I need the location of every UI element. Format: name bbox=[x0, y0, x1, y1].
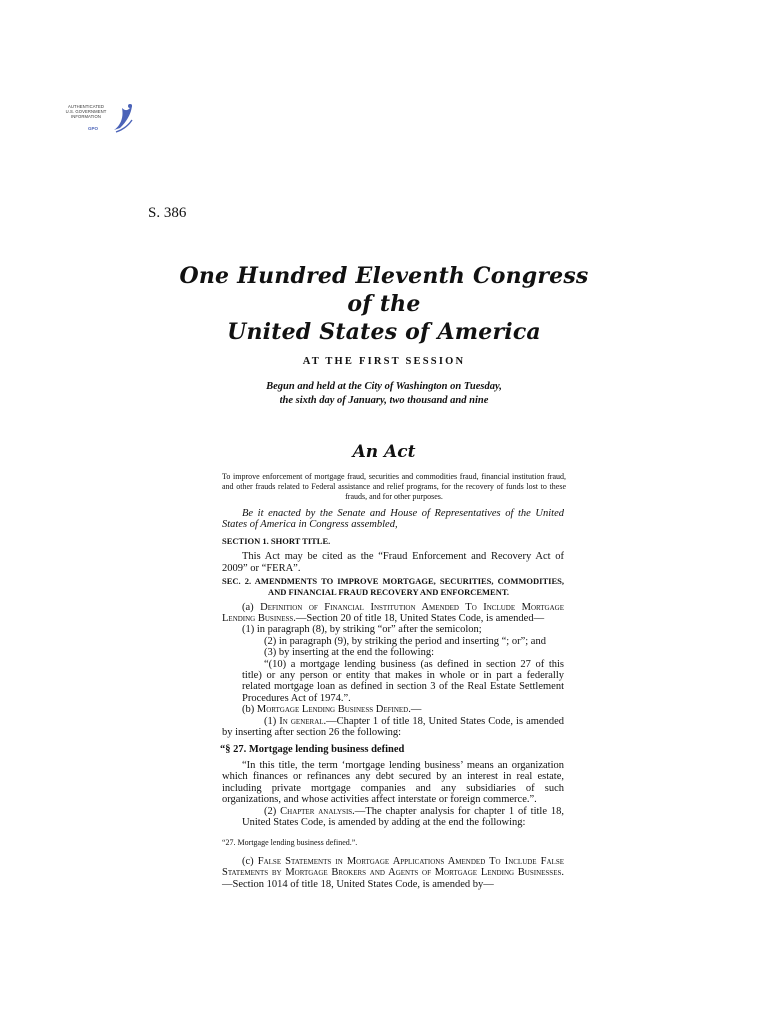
subsection-b-caption: Mortgage Lending Business Defined. bbox=[256, 704, 411, 716]
subsection-b-lead: (b) bbox=[242, 704, 257, 716]
enacting-clause-block bbox=[222, 508, 564, 531]
paragraph-b2 bbox=[222, 806, 564, 829]
congress-title-line-2: of the bbox=[347, 291, 421, 317]
seal-line-1: AUTHENTICATED bbox=[67, 104, 105, 109]
paragraph-b1-text: —Chapter 1 of title 18, United States Code, is amended by inserting after section 26 the following: bbox=[222, 715, 564, 739]
act-title: An Act bbox=[352, 442, 416, 462]
enacting-clause: Be it enacted by the Senate and House of Representatives of the United States of America in Congress assembled, bbox=[222, 508, 564, 531]
paragraph-b2-caption: Chapter analysis. bbox=[280, 805, 355, 817]
subsection-c-text: —Section 1014 of title 18, United States Code, is amended by— bbox=[222, 878, 494, 890]
bill-number: S. 386 bbox=[148, 205, 187, 221]
purpose-statement: To improve enforcement of mortgage fraud, securities and commodities fraud, financial institution fraud, and other frauds related to Federal assistance and relief programs, for the recovery of funds lost to these frauds, and for other purposes. bbox=[222, 472, 566, 501]
gpo-eagle-icon bbox=[110, 100, 136, 136]
subsection-a-text: —Section 20 of title 18, United States Code, is amended— bbox=[295, 613, 545, 624]
subsection-a-caption: Definition of Financial Institution Amended To Include Mortgage Lending Business. bbox=[222, 601, 564, 624]
section-2-heading: SEC. 2. AMENDMENTS TO IMPROVE MORTGAGE, SECURITIES, COMMODITIES, AND FINANCIAL FRAUD RECOVERY AND ENFORCEMENT. bbox=[222, 576, 564, 597]
paragraph-b1-lead: (1) bbox=[264, 715, 280, 727]
subsection-a bbox=[222, 602, 564, 625]
seal-line-2: U.S. GOVERNMENT bbox=[65, 109, 107, 115]
paragraph-b1 bbox=[222, 716, 564, 739]
session-heading: AT THE FIRST SESSION bbox=[302, 356, 466, 367]
subsection-a-lead: (a) bbox=[242, 601, 261, 613]
section-1 bbox=[222, 536, 564, 574]
subsection-b bbox=[222, 704, 564, 715]
congress-title-line-3: United States of America bbox=[227, 319, 541, 345]
paragraph-a3: (3) by inserting at the end the following: bbox=[264, 647, 435, 659]
congress-title-line-1: One Hundred Eleventh Congress bbox=[179, 263, 589, 289]
begun-line-1: Begun and held at the City of Washington on Tuesday, bbox=[266, 381, 502, 392]
begun-line-2: the sixth day of January, two thousand and nine bbox=[279, 395, 489, 406]
seal-text bbox=[56, 104, 116, 120]
paragraph-a2: (2) in paragraph (9), by striking the period and inserting “; or”; and bbox=[264, 635, 546, 647]
gpo-authentication-seal bbox=[56, 100, 134, 138]
paragraph-b1-caption: In general. bbox=[279, 715, 327, 727]
subsection-b-dash: — bbox=[410, 704, 422, 716]
section-1-heading: SECTION 1. SHORT TITLE. bbox=[222, 536, 331, 546]
seal-gpo-label: GPO bbox=[88, 126, 99, 131]
new-section-heading: “§ 27. Mortgage lending business defined bbox=[220, 744, 405, 756]
subsection-c-lead: (c) bbox=[242, 855, 258, 867]
paragraph-b2-lead: (2) bbox=[264, 805, 281, 817]
subsection-c bbox=[222, 856, 564, 890]
new-section-text: “In this title, the term ‘mortgage lending business’ means an organization which finances or refinances any debt secured by an interest in real estate, including private mortgage companies and any subsidiaries of such organizations, and whose activities affect interstate or foreign commerce.”. bbox=[222, 759, 564, 806]
chapter-table-entry: “27. Mortgage lending business defined.”. bbox=[222, 838, 358, 848]
section-2 bbox=[222, 576, 564, 890]
seal-line-3: INFORMATION bbox=[70, 114, 102, 120]
section-1-text: This Act may be cited as the “Fraud Enforcement and Recovery Act of 2009” or “FERA”. bbox=[222, 551, 564, 574]
subsection-c-caption: False Statements in Mortgage Applications Amended To Include False Statements by Mortgage Brokers and Agents of Mortgage Lending Businesses. bbox=[222, 855, 564, 879]
paragraph-a1: (1) in paragraph (8), by striking “or” after the semicolon; bbox=[242, 624, 482, 636]
paragraph-a3-quote: “(10) a mortgage lending business (as defined in section 27 of this title) or any person or entity that makes in whole or in part a federally related mortgage loan as defined in section 3 of the Real Estate Settlement Procedures Act of 1974.”. bbox=[242, 658, 564, 704]
paragraph-b2-text: —The chapter analysis for chapter 1 of title 18, United States Code, is amended by adding at the end the following: bbox=[242, 805, 565, 828]
